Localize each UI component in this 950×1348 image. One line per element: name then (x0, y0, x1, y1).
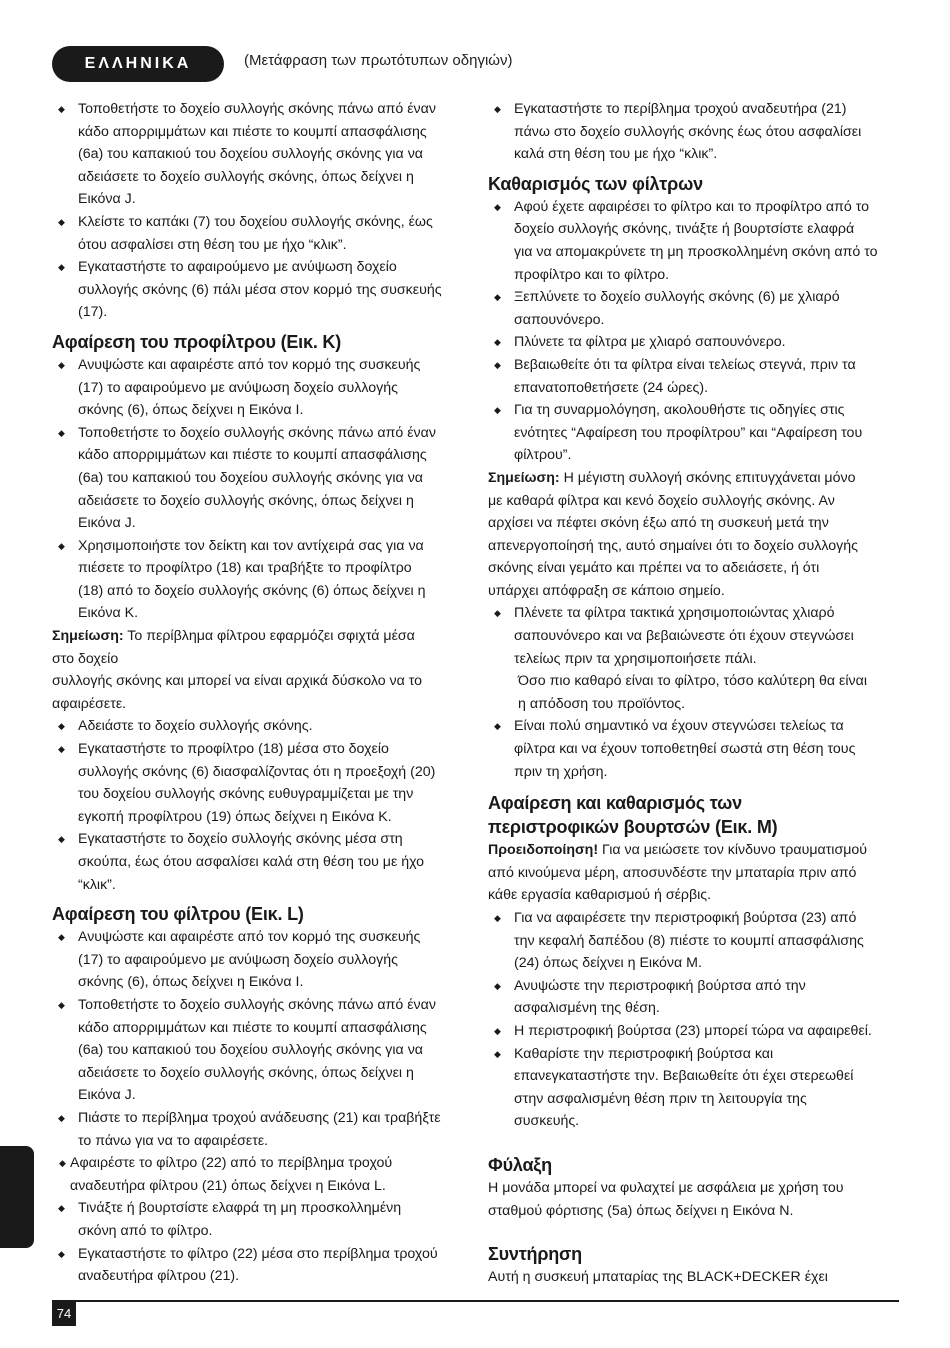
bullet-diamond-icon: ◆ (494, 980, 501, 991)
text-line: επανεγκαταστήστε την. Βεβαιωθείτε ότι έχει στερεωθεί (514, 1068, 854, 1085)
section-heading-filter: Αφαίρεση του φίλτρου (Εικ. L) (52, 904, 304, 925)
text-line: φίλτρα και να έχουν τοποθετηθεί σωστά στη θέση τους (514, 741, 856, 758)
text-line: Για να αφαιρέσετε την περιστροφική βούρτσα (23) από (514, 910, 857, 926)
bullet-item (488, 975, 900, 1020)
text-line: Εγκαταστήστε το προφίλτρο (18) μέσα στο δοχείο (78, 741, 389, 758)
bullet-item (52, 926, 464, 994)
text-line: Βεβαιωθείτε ότι τα φίλτρα είναι τελείως στεγνά, πριν τα (514, 356, 856, 373)
heading-line: περιστροφικών βουρτσών (Εικ. M) (488, 817, 778, 838)
text-line: ότου ασφαλίσει στη θέση του με ήχο “κλικ”. (78, 236, 347, 253)
text-line: (18) από το δοχείο συλλογής σκόνης (6) όπως δείχνει η (78, 582, 426, 599)
bullet-item (52, 1152, 464, 1197)
bullet-diamond-icon: ◆ (59, 1158, 66, 1169)
text-line: Ανυψώστε την περιστροφική βούρτσα από την (514, 977, 806, 994)
section-heading-prefilter: Αφαίρεση του προφίλτρου (Εικ. K) (52, 331, 342, 352)
bullet-diamond-icon: ◆ (494, 1048, 501, 1059)
text-line: σαπουνόνερο και να βεβαιώνεστε ότι έχουν στεγνώσει (514, 628, 854, 645)
text-line: Πλύνετε τα φίλτρα με χλιαρό σαπουνόνερο. (514, 334, 786, 351)
bullet-item (52, 1107, 464, 1152)
note-text: Το περίβλημα φίλτρου εφαρμόζει σφιχτά μέσα (123, 628, 415, 645)
right-column (488, 98, 900, 1289)
bullet-item (488, 196, 900, 286)
bullet-item (488, 286, 900, 331)
text-line: Εγκαταστήστε το αφαιρούμενο με ανύψωση δοχείο (78, 259, 397, 276)
text-line: κάδο απορριμμάτων και πιέστε το κουμπί απασφάλισης (78, 123, 427, 140)
bullet-item (488, 399, 900, 467)
text-line: ενότητες “Αφαίρεση του προφίλτρου” και “Αφαίρεση του (514, 424, 863, 441)
maintenance-paragraph (488, 1266, 900, 1289)
bullet-diamond-icon: ◆ (58, 932, 65, 943)
text-line: Για τη συναρμολόγηση, ακολουθήστε τις οδηγίες στις (514, 402, 845, 419)
text-line: Πιάστε το περίβλημα τροχού ανάδευσης (21) και τραβήξτε (78, 1109, 441, 1126)
text-line: Χρησιμοποιήστε τον δείκτη και τον αντίχειρά σας για να (78, 537, 424, 554)
text-line: Ξεπλύνετε το δοχείο συλλογής σκόνης (6) με χλιαρό (514, 289, 840, 306)
warning-label: Προειδοποίηση! (488, 842, 599, 859)
text-line: σκόνης (6), όπως δείχνει η Εικόνα I. (78, 974, 304, 991)
text-line: αναδευτήρα φίλτρου (21) όπως δείχνει η Εικόνα L. (70, 1177, 386, 1194)
section-heading-brushes (488, 791, 900, 839)
text-line: υπάρχει απόφραξη σε κάποιο σημείο. (488, 582, 725, 599)
note-text: αφαιρέσετε. (52, 695, 127, 712)
text-line: Αφαιρέστε το φίλτρο (22) από το περίβλημα τροχού (70, 1155, 393, 1172)
note-text: συλλογής σκόνης και μπορεί να είναι αρχικά δύσκολο να το (52, 673, 423, 690)
bullet-item (52, 98, 464, 211)
bullet-item (52, 422, 464, 535)
text-line: Ανυψώστε και αφαιρέστε από τον κορμό της συσκευής (78, 356, 421, 373)
text-line: ασφαλισμένη της θέση. (514, 1000, 660, 1017)
text-line: Τοποθετήστε το δοχείο συλλογής σκόνης πάνω από έναν (78, 996, 436, 1013)
section-heading-cleaning-filters: Καθαρισμός των φίλτρων (488, 173, 703, 194)
bullet-item (52, 828, 464, 896)
text-line: Εικόνα K. (78, 605, 139, 622)
bullet-continuation (488, 670, 900, 715)
bullet-diamond-icon: ◆ (58, 999, 65, 1010)
bullet-diamond-icon: ◆ (58, 540, 65, 551)
text-line: Αδειάστε το δοχείο συλλογής σκόνης. (78, 718, 313, 735)
note-text: στο δοχείο (52, 650, 119, 667)
note-paragraph (488, 467, 900, 603)
text-line: με καθαρά φίλτρα και κενό δοχείο συλλογής σκόνης. Αν (488, 492, 835, 509)
text-line: Τοποθετήστε το δοχείο συλλογής σκόνης πάνω από έναν (78, 424, 436, 441)
bullet-item (488, 354, 900, 399)
text-line: σταθμού φόρτισης (5a) όπως δείχνει η Εικόνα N. (488, 1202, 794, 1219)
note-label: Σημείωση: (52, 628, 124, 645)
bullet-item (488, 1043, 900, 1133)
text-line: (17). (78, 304, 108, 321)
bullet-diamond-icon: ◆ (494, 1025, 501, 1036)
bullet-diamond-icon: ◆ (494, 405, 501, 416)
note-text (488, 490, 900, 603)
warning-text (488, 862, 900, 907)
bullet-diamond-icon: ◆ (58, 721, 65, 732)
bullet-diamond-icon: ◆ (494, 104, 501, 114)
text-line: δοχείο συλλογής σκόνης, τινάξτε ή βουρτσίστε ελαφρά (514, 221, 855, 238)
bullet-diamond-icon: ◆ (58, 744, 65, 755)
bullet-item (52, 211, 464, 256)
bullet-item (52, 994, 464, 1107)
section-heading-maintenance: Συντήρηση (488, 1244, 582, 1265)
bullet-item (52, 1243, 464, 1288)
text-line: εγκοπή προφίλτρου (19) όπως δείχνει η Εικόνα K. (78, 808, 392, 825)
text-line: (6a) του καπακιού του δοχείου συλλογής σκόνης για να (78, 469, 423, 486)
text-line: στην ασφαλισμένη θέση πριν τη λειτουργία της (514, 1090, 807, 1107)
note-label: Σημείωση: (488, 469, 560, 486)
text-line: Αυτή η συσκευή μπαταρίας της BLACK+DECKER έχει (488, 1269, 828, 1286)
text-line: από κινούμενα μέρη, αποσυνδέστε την μπαταρία πριν από (488, 864, 857, 881)
note-text: Η μέγιστη συλλογή σκόνης επιτυγχάνεται μόνο (559, 469, 856, 486)
bullet-diamond-icon: ◆ (58, 1248, 65, 1259)
text-line: Η μονάδα μπορεί να φυλαχτεί με ασφάλεια με χρήση του (488, 1179, 844, 1196)
bullet-item (52, 1197, 464, 1242)
bullet-diamond-icon: ◆ (58, 216, 65, 227)
page-number: 74 (52, 1302, 76, 1326)
text-line: αδειάσετε το δοχείο συλλογής σκόνης, όπως δείχνει η (78, 168, 414, 185)
text-line: “κλικ”. (78, 876, 116, 893)
bullet-item (52, 535, 464, 625)
text-line: Όσο πιο καθαρό είναι το φίλτρο, τόσο καλύτερη θα είναι (518, 673, 867, 690)
text-line: Πλένετε τα φίλτρα τακτικά χρησιμοποιώντας χλιαρό (514, 605, 835, 622)
text-line: Ανυψώστε και αφαιρέστε από τον κορμό της συσκευής (78, 929, 421, 946)
storage-paragraph (488, 1177, 900, 1222)
text-line: Εικόνα J. (78, 191, 136, 208)
bullet-item (488, 715, 900, 783)
footer-divider (52, 1300, 899, 1302)
text-line: Εγκαταστήστε το φίλτρο (22) μέσα στο περίβλημα τροχού (78, 1245, 438, 1262)
text-line: συλλογής σκόνης (6) διασφαλίζοντας ότι η προεξοχή (20) (78, 763, 436, 780)
bullet-diamond-icon: ◆ (58, 427, 65, 438)
text-line: προφίλτρο και το φίλτρο. (514, 266, 670, 283)
text-line: Είναι πολύ σημαντικό να έχουν στεγνώσει τελείως τα (514, 718, 844, 735)
text-line: (6a) του καπακιού του δοχείου συλλογής σκόνης για να (78, 146, 423, 163)
text-line: καλά στη θέση του με ήχο “κλικ”. (514, 146, 718, 163)
text-line: Εικόνα J. (78, 1087, 136, 1104)
note-paragraph (52, 625, 464, 715)
bullet-item (488, 98, 900, 166)
text-line: απενεργοποίησή της, αυτό σημαίνει ότι το δοχείο συλλογής (488, 537, 858, 554)
bullet-item (52, 354, 464, 422)
text-line: Εικόνα J. (78, 515, 136, 532)
text-line: σαπουνόνερο. (514, 311, 605, 328)
text-line: συλλογής σκόνης (6) πάλι μέσα στον κορμό της συσκευής (78, 281, 442, 298)
bullet-item (488, 331, 900, 354)
text-line: η απόδοση του προϊόντος. (518, 695, 686, 712)
language-side-tab (0, 1146, 34, 1248)
text-line: Εγκαταστήστε το δοχείο συλλογής σκόνης μέσα στη (78, 831, 403, 848)
left-column (52, 98, 464, 1288)
text-line: κάδο απορριμμάτων και πιέστε το κουμπί απασφάλισης (78, 447, 427, 464)
text-line: σκούπα, έως ότου ασφαλίσει καλά στη θέση του με ήχο (78, 854, 425, 870)
translation-note: (Μετάφραση των πρωτότυπων οδηγιών) (244, 52, 513, 69)
bullet-item (488, 907, 900, 975)
text-line: Τοποθετήστε το δοχείο συλλογής σκόνης πάνω από έναν (78, 101, 436, 117)
text-line: Τινάξτε ή βουρτσίστε ελαφρά τη μη προσκολλημένη (78, 1200, 402, 1217)
text-line: συσκευής. (514, 1113, 580, 1130)
heading-line: Αφαίρεση και καθαρισμός των (488, 793, 742, 814)
section-heading-storage: Φύλαξη (488, 1154, 552, 1175)
text-line: σκόνη από το φίλτρο. (78, 1222, 213, 1239)
text-line: (17) το αφαιρούμενο με ανύψωση δοχείο συλλογής (78, 379, 398, 396)
bullet-item (52, 256, 464, 324)
bullet-item (488, 1020, 900, 1043)
text-line: επανατοποθετήσετε (24 ώρες). (514, 379, 709, 396)
bullet-diamond-icon: ◆ (58, 359, 65, 370)
text-line: Εγκαταστήστε το περίβλημα τροχού αναδευτήρα (21) (514, 101, 847, 117)
bullet-diamond-icon: ◆ (58, 262, 65, 273)
text-line: για να απομακρύνετε τη μη προσκολλημένη σκόνη από το (514, 243, 878, 260)
text-line: (24) όπως δείχνει η Εικόνα M. (514, 955, 702, 972)
bullet-item (52, 738, 464, 828)
text-line: αδειάσετε το δοχείο συλλογής σκόνης, όπως δείχνει η (78, 492, 414, 509)
bullet-diamond-icon: ◆ (494, 292, 501, 303)
bullet-diamond-icon: ◆ (58, 834, 65, 845)
bullet-diamond-icon: ◆ (494, 201, 501, 212)
bullet-diamond-icon: ◆ (58, 104, 65, 114)
bullet-item (52, 715, 464, 738)
text-line: Καθαρίστε την περιστροφική βούρτσα και (514, 1045, 774, 1062)
text-line: αναδευτήρα φίλτρου (21). (78, 1268, 240, 1285)
bullet-diamond-icon: ◆ (494, 337, 501, 348)
text-line: την κεφαλή δαπέδου (8) πιέστε το κουμπί απασφάλισης (514, 932, 864, 949)
text-line: αρχίσει να πέφτει σκόνη έξω από τη συσκευή μετά την (488, 515, 829, 532)
language-badge: ΕΛΛΗΝΙΚΑ (52, 46, 224, 82)
text-line: Κλείστε το καπάκι (7) του δοχείου συλλογής σκόνης, έως (78, 213, 433, 230)
bullet-diamond-icon: ◆ (494, 359, 501, 370)
text-line: σκόνης (6), όπως δείχνει η Εικόνα I. (78, 402, 304, 419)
text-line: Η περιστροφική βούρτσα (23) μπορεί τώρα να αφαιρεθεί. (514, 1022, 872, 1039)
text-line: το πάνω για να το αφαιρέσετε. (78, 1132, 269, 1149)
text-line: τελείως πριν τα χρησιμοποιήσετε πάλι. (514, 650, 757, 667)
text-line: σκόνης είναι γεμάτο και πρέπει να το αδειάσετε, ή ότι (488, 560, 820, 577)
text-line: φίλτρου”. (514, 447, 572, 464)
text-line: πάνω στο δοχείο συλλογής σκόνης έως ότου ασφαλίσει (514, 123, 862, 140)
warning-paragraph (488, 839, 900, 907)
bullet-diamond-icon: ◆ (58, 1112, 65, 1123)
text-line: (17) το αφαιρούμενο με ανύψωση δοχείο συλλογής (78, 951, 398, 968)
text-line: πιέσετε το προφίλτρο (18) και τραβήξτε το προφίλτρο (78, 560, 412, 577)
text-line: πριν τη χρήση. (514, 763, 608, 780)
bullet-diamond-icon: ◆ (494, 608, 501, 619)
text-line: Αφού έχετε αφαιρέσει το φίλτρο και το προφίλτρο από το (514, 198, 870, 215)
text-line: αδειάσετε το δοχείο συλλογής σκόνης, όπως δείχνει η (78, 1064, 414, 1081)
text-line: του δοχείου συλλογής σκόνης ευθυγραμμίζεται με την (78, 786, 414, 803)
bullet-item (488, 602, 900, 670)
bullet-diamond-icon: ◆ (494, 913, 501, 923)
bullet-diamond-icon: ◆ (58, 1203, 65, 1214)
text-line: κάθε εργασία καθαρισμού ή σέρβις. (488, 887, 712, 904)
text-line: κάδο απορριμμάτων και πιέστε το κουμπί απασφάλισης (78, 1019, 427, 1036)
text-line: (6a) του καπακιού του δοχείου συλλογής σκόνης για να (78, 1042, 423, 1059)
warning-text: Για να μειώσετε τον κίνδυνο τραυματισμού (598, 842, 868, 859)
bullet-diamond-icon: ◆ (494, 721, 501, 732)
